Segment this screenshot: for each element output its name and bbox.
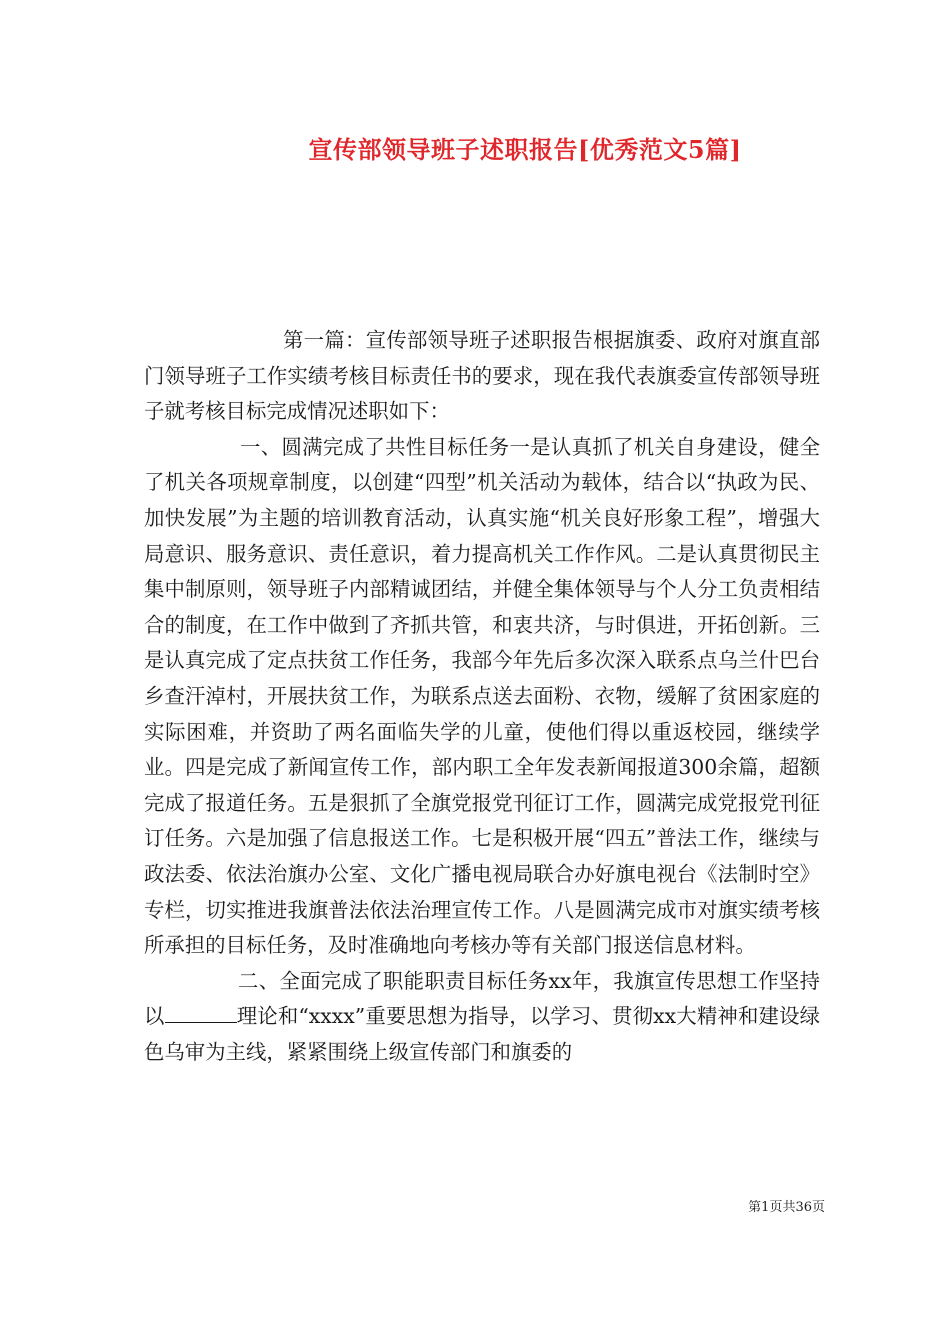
paragraph-intro: 第一篇：宣传部领导班子述职报告根据旗委、政府对旗直部门领导班子工作实绩考核目标责任书的要求，现在我代表旗委宣传部领导班子就考核目标完成情况述职如下： bbox=[144, 328, 820, 424]
document-title: 宣传部领导班子述职报告[优秀范文5篇] bbox=[308, 135, 742, 164]
paragraph-duty-goals bbox=[144, 964, 820, 1071]
paragraph-duty-goals-start: 二、全面完成了职能职责目标任务xx年，我旗宣传思想工作坚持以 bbox=[144, 968, 820, 1029]
page-number: 第1页共36页 bbox=[748, 1200, 825, 1215]
paragraph-common-goals: 一、圆满完成了共性目标任务一是认真抓了机关自身建设，健全了机关各项规章制度，以创建“四型”机关活动为载体，结合以“执政为民、加快发展”为主题的培训教育活动，认真实施“机关良好形象工程”，增强大局意识、服务意识、责任意识，着力提高机关工作作风。二是认真贯彻民主集中制原则，领导班子内部精诚团结，并健全集体领导与个人分工负责相结合的制度，在工作中做到了齐抓共管，和衷共济，与时俱进，开拓创新。三是认真完成了定点扶贫工作任务，我部今年先后多次深入联系点乌兰什巴台乡查汗淖村，开展扶贫工作，为联系点送去面粉、衣物，缓解了贫困家庭的实际困难，并资助了两名面临失学的儿童，使他们得以重返校园，继续学业。四是完成了新闻宣传工作，部内职工全年发表新闻报道300余篇，超额完成了报道任务。五是狠抓了全旗党报党刊征订工作，圆满完成党报党刊征订任务。六是加强了信息报送工作。七是积极开展“四五”普法工作，继续与政法委、依法治旗办公室、文化广播电视局联合办好旗电视台《法制时空》专栏，切实推进我旗普法依法治理宣传工作。八是圆满完成市对旗实绩考核所承担的目标任务，及时准确地向考核办等有关部门报送信息材料。 bbox=[144, 434, 820, 958]
paragraph-duty-goals-end: 理论和“xxxx”重要思想为指导，以学习、贯彻xx大精神和建设绿色乌审为主线，紧紧围绕上级宣传部门和旗委的 bbox=[144, 1004, 821, 1064]
document-body bbox=[144, 323, 820, 1070]
underscore-blank bbox=[165, 1004, 237, 1023]
